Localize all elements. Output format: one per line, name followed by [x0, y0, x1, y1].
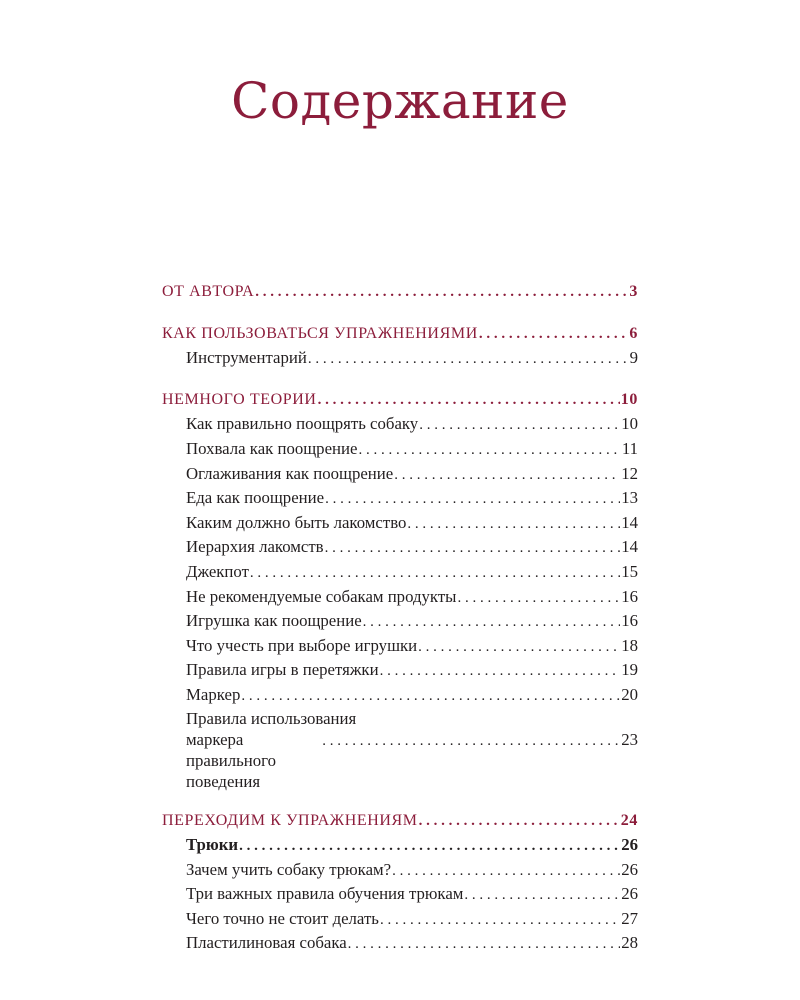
toc-page-number: 13	[621, 488, 638, 508]
dot-leader	[464, 883, 620, 908]
dot-leader	[348, 932, 621, 957]
toc-item-label: Трюки	[186, 835, 239, 855]
toc-item[interactable]	[162, 560, 638, 585]
toc-item-label: Три важных правила обучения трюкам	[186, 884, 464, 904]
dot-leader	[308, 347, 629, 372]
toc-item-label: Инструментарий	[186, 348, 307, 368]
dot-leader	[380, 659, 621, 684]
toc-item-label: Оглаживания как поощрение	[186, 463, 394, 483]
toc-page-number: 18	[621, 635, 638, 655]
toc-item-label: Чего точно не стоит делать	[186, 908, 379, 928]
dot-leader	[418, 635, 620, 660]
toc-item[interactable]	[162, 585, 638, 610]
toc-page-number: 16	[621, 586, 638, 606]
toc-section-ot-avtora[interactable]	[162, 280, 638, 305]
toc-page-number: 12	[621, 463, 638, 483]
page-title: Содержание	[231, 72, 569, 130]
toc-item[interactable]	[162, 931, 638, 956]
toc-item[interactable]	[162, 486, 638, 511]
toc-page-number: 20	[621, 684, 638, 704]
toc-page-number: 15	[621, 561, 638, 581]
dot-leader	[419, 809, 620, 834]
dot-leader	[358, 438, 620, 463]
toc-item-label: Правила игры в перетяжки	[186, 660, 379, 680]
dot-leader	[322, 731, 620, 752]
toc-item-label: Игрушка как поощрение	[186, 611, 362, 631]
toc-item[interactable]	[162, 511, 638, 536]
dot-leader	[241, 684, 620, 709]
toc-section-kak-polzovatsya[interactable]	[162, 322, 638, 347]
toc-item-label: Маркер	[186, 684, 241, 704]
dot-leader	[363, 610, 621, 635]
toc-item[interactable]	[162, 462, 638, 487]
toc-section-label: ПЕРЕХОДИМ К УПРАЖНЕНИЯМ	[162, 811, 418, 829]
toc-item[interactable]	[162, 683, 638, 708]
toc-page-number: 6	[629, 324, 638, 342]
toc-item[interactable]	[162, 346, 638, 371]
toc-section-label: НЕМНОГО ТЕОРИИ	[162, 390, 317, 408]
toc-section-label: КАК ПОЛЬЗОВАТЬСЯ УПРАЖНЕНИЯМИ	[162, 324, 478, 342]
toc-page-number: 9	[629, 348, 638, 368]
toc-item-label: Зачем учить собаку трюкам?	[186, 859, 392, 879]
toc-page-number: 14	[621, 512, 638, 532]
toc-item-label: Пластилиновая собака	[186, 933, 347, 953]
toc-page-number: 16	[621, 611, 638, 631]
dot-leader	[255, 280, 628, 305]
toc-item-label: Джекпот	[186, 561, 249, 581]
toc-page-number: 14	[621, 537, 638, 557]
toc-item[interactable]	[162, 535, 638, 560]
dot-leader	[457, 586, 620, 611]
toc-item[interactable]	[162, 658, 638, 683]
toc-page-number: 24	[620, 811, 638, 829]
toc-item[interactable]	[162, 634, 638, 659]
dot-leader	[419, 413, 620, 438]
toc-section-label: ОТ АВТОРА	[162, 283, 255, 300]
table-of-contents	[162, 280, 638, 956]
toc-page-number: 26	[621, 859, 638, 879]
toc-page-number: 26	[621, 884, 638, 904]
toc-page-number: 10	[620, 390, 638, 408]
dot-leader	[325, 487, 620, 512]
toc-item[interactable]	[162, 437, 638, 462]
dot-leader	[394, 463, 620, 488]
dot-leader	[318, 388, 620, 413]
toc-item-label-line2: маркера правильного поведения	[186, 729, 276, 791]
toc-item-label: Что учесть при выборе игрушки	[186, 635, 418, 655]
toc-subsection-tryuki[interactable]	[162, 833, 638, 858]
toc-page-number: 28	[621, 933, 638, 953]
dot-leader	[407, 512, 620, 537]
toc-item-label-line1: Правила использования	[186, 708, 357, 728]
toc-item-label: Каким должно быть лакомство	[186, 512, 407, 532]
dot-leader	[380, 908, 620, 933]
toc-item[interactable]	[162, 882, 638, 907]
toc-page-number: 23	[621, 729, 638, 749]
toc-item[interactable]	[162, 858, 638, 883]
toc-item[interactable]	[162, 708, 638, 792]
dot-leader	[392, 859, 620, 884]
toc-item-label: Как правильно поощрять собаку	[186, 414, 419, 434]
toc-item[interactable]	[162, 907, 638, 932]
toc-section-perekhodim[interactable]	[162, 809, 638, 834]
dot-leader	[325, 536, 621, 561]
dot-leader	[250, 561, 620, 586]
toc-item-label: Еда как поощрение	[186, 488, 325, 508]
toc-item-label: Не рекомендуемые собакам продукты	[186, 586, 457, 606]
toc-section-nemnogo-teorii[interactable]	[162, 388, 638, 413]
dot-leader	[239, 834, 620, 859]
toc-page-number: 11	[621, 438, 638, 458]
toc-page-number: 26	[621, 835, 638, 855]
toc-item[interactable]	[162, 412, 638, 437]
toc-item-label: Похвала как поощрение	[186, 438, 358, 458]
toc-page-number: 10	[621, 414, 638, 434]
dot-leader	[479, 322, 629, 347]
toc-item-label: Иерархия лакомств	[186, 537, 324, 557]
toc-page-number: 3	[629, 283, 638, 300]
toc-page-number: 27	[621, 908, 638, 928]
toc-page-number: 19	[621, 660, 638, 680]
toc-item[interactable]	[162, 609, 638, 634]
